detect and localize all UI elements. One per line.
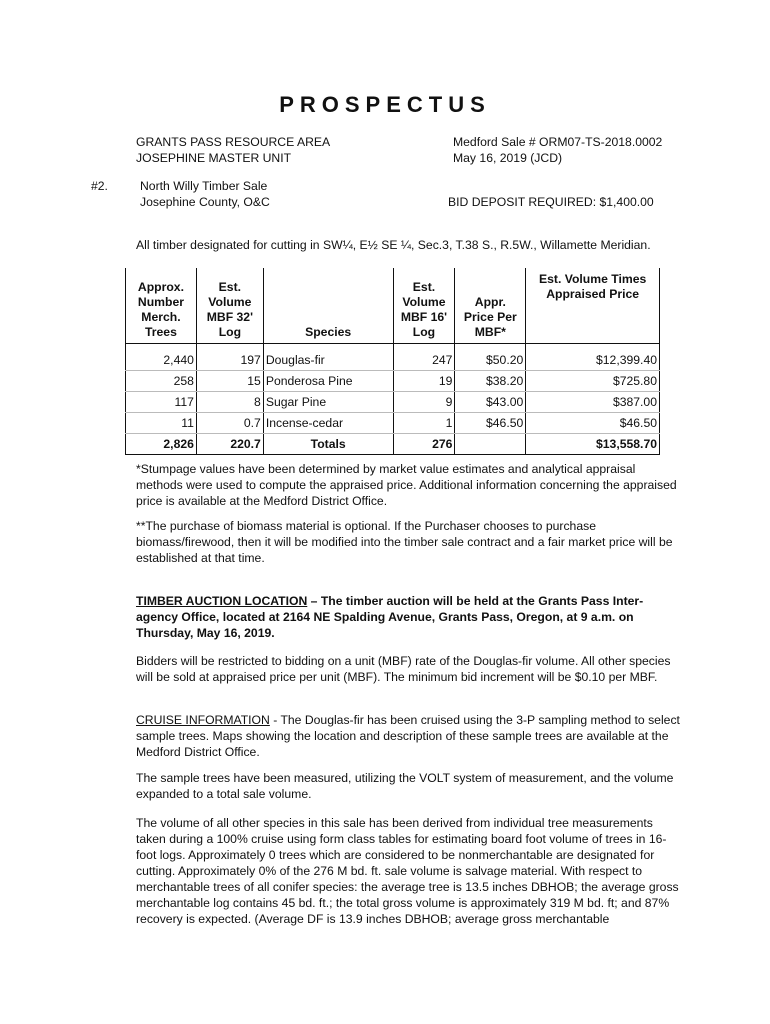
cruise-heading: CRUISE INFORMATION: [136, 713, 270, 727]
volume-paragraph: The volume of all other species in this sale has been derived from individual tree measurements taken during a 100% cruise using form class tables for estimating board foot volume of trees in 16-foot logs. Approximately 0 trees which are considered to be nonmerchantable are designated for cutting. Approximately 0% of the 276 M bd. ft. sale volume is salvage material. With respect to merchantable trees of all conifer species: the average tree is 13.5 inches DBHOB; the average gross merchantable log contains 45 bd. ft.; the total gross volume is approximately 319 M bd. ft; and 87% recovery is expected. (Average DF is 13.9 inches DBHOB; average gross merchantable: [136, 816, 679, 926]
cruise-text: - The Douglas-fir has been cruised using the 3-P sampling method to select sample trees. Maps showing the location and description of these sample trees are available at the Medford District Office.: [136, 713, 680, 759]
cruise-paragraph: [136, 712, 684, 760]
sale-number: Medford Sale # ORM07-TS-2018.0002: [453, 135, 663, 149]
col-total-header: Est. Volume Times Appraised Price: [526, 268, 660, 344]
col-vol32-header: Est. Volume MBF 32' Log: [196, 268, 263, 344]
bid-deposit: BID DEPOSIT REQUIRED: $1,400.00: [448, 195, 654, 209]
sample-paragraph: The sample trees have been measured, utilizing the VOLT system of measurement, and the volume expanded to a total sale volume.: [136, 771, 674, 801]
sale-name: North Willy Timber Sale: [140, 179, 268, 193]
table-row: 11 0.7 Incense-cedar 1 $46.50 $46.50: [126, 413, 660, 434]
table-row: 258 15 Ponderosa Pine 19 $38.20 $725.80: [126, 371, 660, 392]
col-vol16-header: Est. Volume MBF 16' Log: [393, 268, 455, 344]
table-header-row: [126, 268, 660, 344]
col-trees-header: Approx. Number Merch. Trees: [126, 268, 197, 344]
stumpage-note: *Stumpage values have been determined by market value estimates and analytical appraisal methods were used to compute the appraised price. Additional information concerning the appraised price is available at the Medford District Office.: [136, 462, 677, 508]
county: Josephine County, O&C: [140, 195, 270, 209]
auction-paragraph: [136, 593, 684, 641]
sale-date: May 16, 2019 (JCD): [453, 151, 563, 165]
resource-area: GRANTS PASS RESOURCE AREA: [136, 135, 331, 149]
biomass-note: **The purchase of biomass material is optional. If the Purchaser chooses to purchase biomass/firewood, then it will be modified into the timber sale contract and a fair market price will be established at that time.: [136, 519, 673, 565]
master-unit: JOSEPHINE MASTER UNIT: [136, 151, 292, 165]
auction-text: – The timber auction will be held at the Grants Pass Inter-agency Office, located at 2164 NE Spalding Avenue, Grants Pass, Oregon, at 9 a.m. on Thursday, May 16, 2019.: [136, 594, 644, 640]
designation-text: All timber designated for cutting in SW¼, E½ SE ¼, Sec.3, T.38 S., R.5W., Willamette Meridian.: [136, 238, 651, 252]
page-title: PROSPECTUS: [279, 92, 491, 117]
col-species-header: Species: [263, 268, 393, 344]
col-price-header: Appr. Price Per MBF*: [455, 268, 526, 344]
bidders-paragraph: Bidders will be restricted to bidding on a unit (MBF) rate of the Douglas-fir volume. All other species will be sold at appraised price per unit (MBF). The minimum bid increment will be $0.10 per MBF.: [136, 654, 671, 684]
item-number: #2.: [91, 179, 108, 193]
table-row: 2,440 197 Douglas-fir 247 $50.20 $12,399.40: [126, 350, 660, 371]
table-row: 117 8 Sugar Pine 9 $43.00 $387.00: [126, 392, 660, 413]
auction-heading: TIMBER AUCTION LOCATION: [136, 594, 308, 608]
timber-volume-table: [125, 268, 660, 455]
table-totals-row: 2,826 220.7 Totals 276 $13,558.70: [126, 434, 660, 455]
